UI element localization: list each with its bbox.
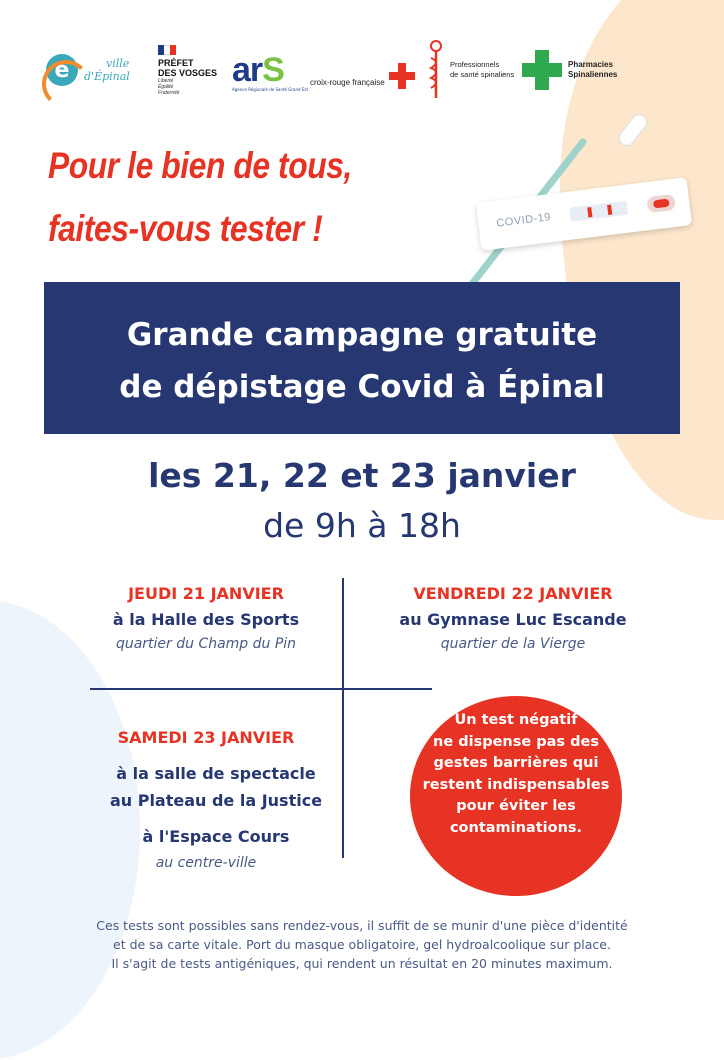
caduceus-icon [428, 40, 444, 100]
headline-line2: faites-vous tester ! [48, 208, 323, 249]
logo-pharmacies [522, 48, 617, 92]
test-kit-well [646, 194, 676, 213]
session-thursday-day: JEUDI 21 JANVIER [128, 584, 284, 603]
negative-test-notice [410, 696, 622, 896]
notice-line-2: ne dispense pas des [433, 733, 599, 750]
session-thursday-area: quartier du Champ du Pin [115, 636, 297, 652]
pro-line1: Professionnels [450, 60, 500, 69]
campaign-banner [44, 282, 680, 434]
grid-divider-vertical [342, 578, 344, 858]
red-cross-icon [389, 63, 415, 89]
logo-croix-rouge [310, 46, 415, 106]
test-kit-window [569, 201, 628, 222]
prefet-motto-1: Liberté [158, 77, 174, 84]
notice-line-4: restent indispensables [422, 776, 610, 793]
headline-line1: Pour le bien de tous, [48, 145, 352, 186]
session-saturday-venue-line3: à l'Espace Cours [142, 827, 290, 846]
epinal-e-icon: e [46, 54, 78, 86]
pro-line2: de santé spinaliens [450, 70, 515, 79]
footer-line-1: Ces tests sont possibles sans rendez-vous, il suffit de se munir d'une pièce d'identité [96, 918, 628, 933]
notice-line-1: Un test négatif [454, 712, 578, 728]
epinal-logo-text [84, 57, 130, 83]
croix-rouge-text: croix-rouge française [310, 77, 385, 87]
prefet-motto-3: Fraternité [158, 89, 180, 96]
ars-s: S [262, 50, 284, 89]
session-friday-venue: au Gymnase Luc Escande [399, 610, 627, 629]
test-line-1 [587, 207, 592, 217]
notice-line-3: gestes barrières qui [433, 755, 599, 771]
prefet-line2: DES VOSGES [158, 67, 218, 78]
test-line-2 [607, 205, 612, 215]
pharmacy-cross-icon [522, 50, 562, 90]
logo-professionnels-sante [428, 40, 514, 100]
pharmacies-line2: Spinaliennes [568, 70, 618, 79]
notice-line-6: contaminations. [449, 819, 583, 836]
pharmacies-line1: Pharmacies [568, 60, 613, 69]
epinal-line2: d'Épinal [84, 70, 130, 83]
session-saturday-venue-line2: au Plateau de la Justice [109, 791, 323, 810]
grid-divider-horizontal [90, 688, 432, 690]
logo-ville-epinal [46, 40, 130, 100]
footer-line-2: et de sa carte vitale. Port du masque obligatoire, gel hydroalcoolique sur place. [113, 937, 611, 952]
campaign-hours: de 9h à 18h [263, 506, 461, 545]
footer-info [0, 916, 724, 973]
session-thursday-venue: à la Halle des Sports [112, 610, 300, 629]
campaign-dates: les 21, 22 et 23 janvier [148, 456, 576, 495]
session-saturday-venue-line1: à la salle de spectacle [116, 764, 316, 783]
epinal-line1: ville [106, 57, 130, 70]
ars-letters: ar [232, 50, 263, 89]
epinal-arc-icon [42, 60, 90, 108]
prefet-line1: PRÉFET [158, 57, 194, 68]
session-friday-day: VENDREDI 22 JANVIER [413, 584, 613, 603]
logo-prefet-vosges [158, 40, 217, 100]
footer-line-3: Il s'agit de tests antigéniques, qui rendent un résultat en 20 minutes maximum. [111, 956, 613, 971]
ars-subtitle: Agence Régionale de Santé Grand Est [232, 86, 309, 92]
test-kit-label: COVID-19 [495, 211, 552, 230]
banner-line1: Grande campagne gratuite [126, 317, 598, 353]
session-saturday-area: au centre-ville [155, 855, 257, 871]
session-friday-area: quartier de la Vierge [440, 636, 586, 652]
french-flag-icon [158, 45, 176, 55]
logo-ars [232, 42, 308, 102]
banner-line2: de dépistage Covid à Épinal [119, 369, 605, 405]
session-saturday-day: SAMEDI 23 JANVIER [117, 728, 295, 747]
prefet-motto-2: Égalité [158, 83, 174, 90]
notice-line-5: pour éviter les [456, 798, 576, 814]
